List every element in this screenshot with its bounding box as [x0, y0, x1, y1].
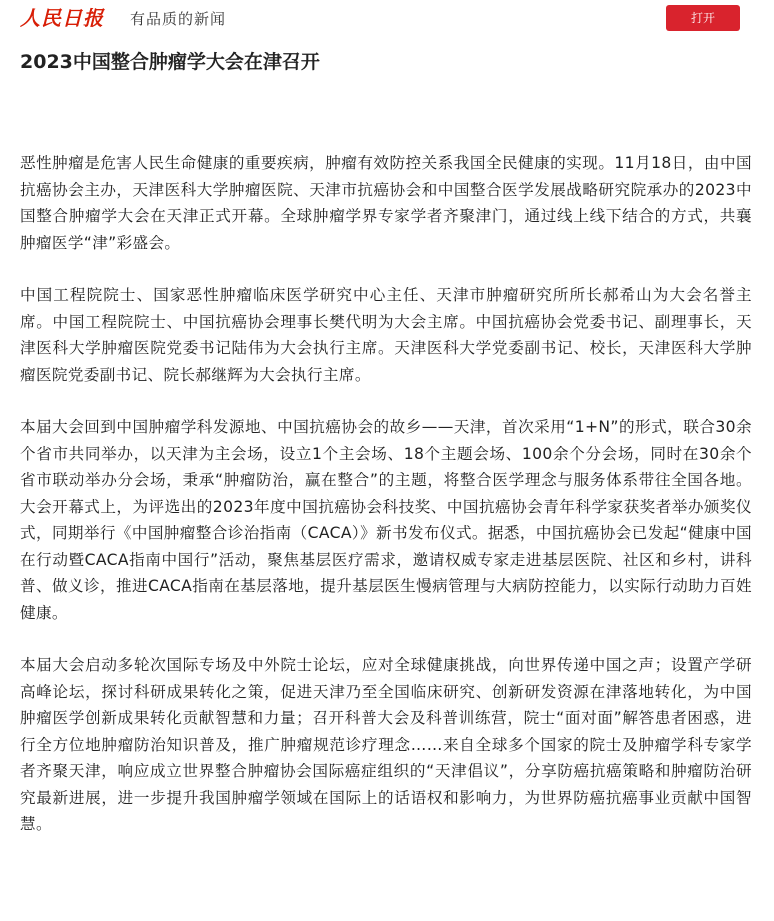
article-paragraph: 恶性肿瘤是危害人民生命健康的重要疾病，肿瘤有效防控关系我国全民健康的实现。11月18日，由中国抗癌协会主办，天津医科大学肿瘤医院、天津市抗癌协会和中国整合医学发展战略研究院承办的2023中国整合肿瘤学大会在天津正式开幕。全球肿瘤学界专家学者齐聚津门，通过线上线下结合的方式，共襄肿瘤医学“津”彩盛会。 — [20, 154, 752, 252]
top-bar — [0, 0, 774, 38]
article-paragraph: 中国工程院院士、国家恶性肿瘤临床医学研究中心主任、天津市肿瘤研究所所长郝希山为大会名誉主席。中国工程院院士、中国抗癌协会理事长樊代明为大会主席。中国抗癌协会党委书记、副理事长，天津医科大学肿瘤医院党委书记陆伟为大会执行主席。天津医科大学党委副书记、校长，天津医科大学肿瘤医院党委副书记、院长郝继辉为大会执行主席。 — [20, 286, 752, 384]
open-app-button[interactable]: 打开 — [666, 5, 740, 31]
article-paragraph: 本届大会启动多轮次国际专场及中外院士论坛，应对全球健康挑战，向世界传递中国之声；设置产学研高峰论坛，探讨科研成果转化之策，促进天津乃至全国临床研究、创新研发资源在津落地转化，为中国肿瘤医学创新成果转化贡献智慧和力量；召开科普大会及科普训练营，院士“面对面”解答患者困惑，进行全方位地肿瘤防治知识普及，推广肿瘤规范诊疗理念……来自全球多个国家的院士及肿瘤学科专家学者齐聚天津，响应成立世界整合肿瘤协会国际癌症组织的“天津倡议”，分享防癌抗癌策略和肿瘤防治研究最新进展，进一步提升我国肿瘤学领域在国际上的话语权和影响力，为世界防癌抗癌事业贡献中国智慧。 — [20, 656, 752, 833]
brand-slogan: 有品质的新闻 — [130, 10, 227, 28]
article-body — [20, 150, 752, 864]
brand-logo[interactable]: 人民日报 — [20, 6, 104, 30]
article-paragraph: 本届大会回到中国肿瘤学科发源地、中国抗癌协会的故乡——天津，首次采用“1+N”的形式，联合30余个省市共同举办，以天津为主会场，设立1个主会场、18个主题会场、100余个分会场，同时在30余个省市联动举办分会场，秉承“肿瘤防治，赢在整合”的主题，将整合医学理念与服务体系带往全国各地。大会开幕式上，为评选出的2023年度中国抗癌协会科技奖、中国抗癌协会青年科学家获奖者举办颁奖仪式，同期举行《中国肿瘤整合诊治指南（CACA）》新书发布仪式。据悉，中国抗癌协会已发起“健康中国在行动暨CACA指南中国行”活动，聚焦基层医疗需求，邀请权威专家走进基层医院、社区和乡村，讲科普、做义诊，推进CACA指南在基层落地，提升基层医生慢病管理与大病防控能力，以实际行动助力百姓健康。 — [20, 418, 752, 622]
article-title: 2023中国整合肿瘤学大会在津召开 — [20, 51, 320, 73]
